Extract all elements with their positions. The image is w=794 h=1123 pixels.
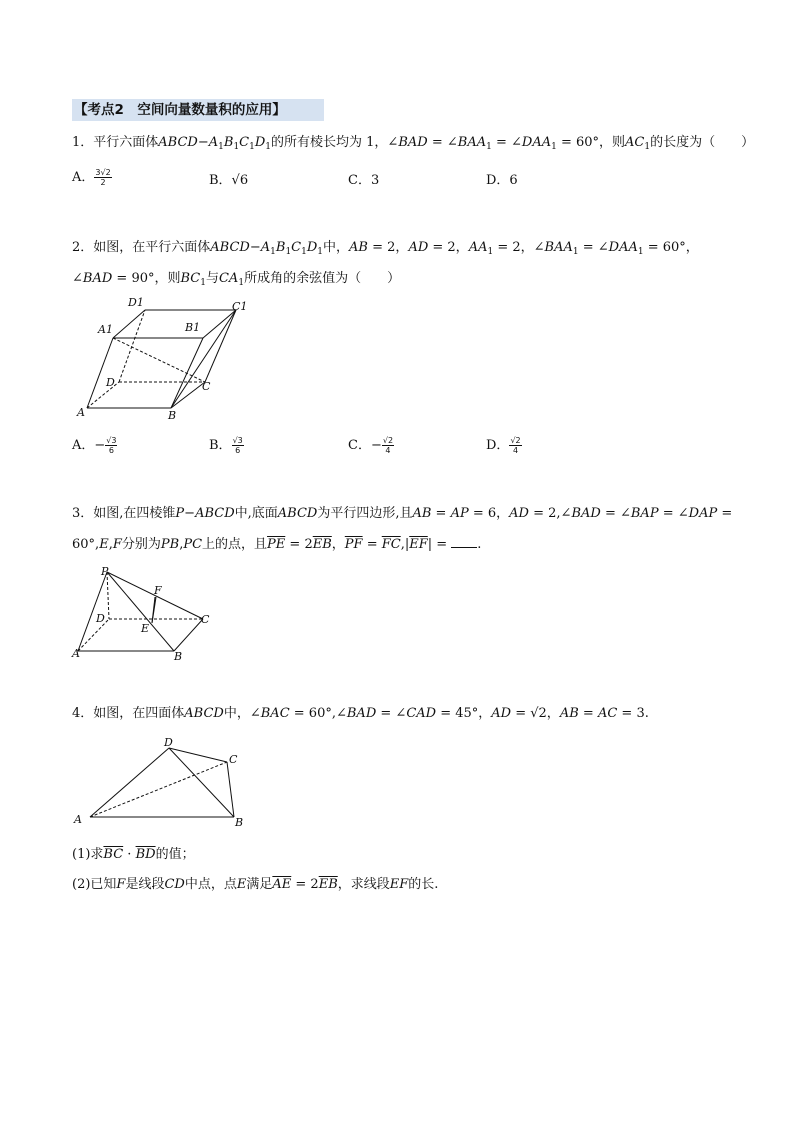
label-c: C bbox=[202, 380, 211, 393]
q1-option-a: A． $\frac{3√2}{2}$ bbox=[72, 168, 111, 187]
label-e: E bbox=[141, 622, 150, 635]
label-d1: D1 bbox=[128, 296, 144, 309]
q4-part2: (2)已知F是线段CD中点，点E满足$\overline{AE} = 2\overline{EB}$，求线段EF的长. bbox=[72, 877, 439, 892]
label-c: C bbox=[201, 613, 210, 626]
q1-stem: 1．平行六面体$ABCD-A_1B_1C_1D_1$的所有棱长均为 1，∠BAD = $\angle BAA_1$ = $\angle DAA_1 = 60^\circ$，则$AC_1$的长度为（ ） bbox=[72, 135, 755, 152]
label-a1: A1 bbox=[98, 323, 113, 336]
q3-stem-line1: 3．如图,在四棱锥P−ABCD中,底面ABCD为平行四边形,且AB = AP = 6，AD = 2,∠BAD = ∠BAP = ∠DAP = bbox=[72, 506, 733, 521]
q1-option-d: D．6 bbox=[486, 173, 518, 188]
label-b1: B1 bbox=[185, 321, 201, 334]
label-p: P bbox=[101, 565, 109, 578]
label-a: A bbox=[77, 406, 85, 419]
label-c: C bbox=[229, 753, 238, 766]
q2-option-c: C．− $\frac{√2}{4}$ bbox=[348, 436, 394, 455]
label-a: A bbox=[72, 647, 80, 660]
label-a: A bbox=[74, 813, 82, 826]
q1-option-b: B．√6 bbox=[209, 173, 249, 188]
label-d: D bbox=[106, 376, 115, 389]
label-b: B bbox=[235, 816, 244, 829]
label-d: D bbox=[96, 612, 105, 625]
section-title: 【考点2 空间向量数量积的应用】 bbox=[72, 99, 324, 121]
q2-option-d: D． $\frac{√2}{4}$ bbox=[486, 436, 521, 455]
label-d: D bbox=[164, 736, 173, 749]
q2-stem-line1: 2．如图，在平行六面体$ABCD-A_1B_1C_1D_1$中，AB = 2，AD = 2，$AA_1 = 2$，$\angle BAA_1$ = $\angle DAA_1 = 60^\circ$， bbox=[72, 240, 699, 257]
label-f: F bbox=[154, 584, 162, 597]
label-c1: C1 bbox=[232, 300, 248, 313]
q3-stem-line2: 60°,E,F分别为PB,PC上的点，且$\overline{PE} = 2\overline{EB}$，$\overline{PF} = \overline{FC},|\overline{EF}|$ = . bbox=[72, 537, 482, 552]
q4-part1: (1)求$\overline{BC} \cdot \overline{BD}$的值； bbox=[72, 847, 195, 862]
q1-option-c: C．3 bbox=[348, 173, 380, 188]
q2-option-a: A．− $\frac{√3}{6}$ bbox=[72, 436, 117, 455]
q4-stem: 4．如图，在四面体ABCD中，∠BAC = 60°,∠BAD = ∠CAD = 45°，AD = √2，AB = AC = 3. bbox=[72, 706, 649, 721]
q2-option-b: B． $\frac{√3}{6}$ bbox=[209, 436, 243, 455]
q2-stem-line2: ∠BAD = 90°，则$BC_1$与$CA_1$所成角的余弦值为（ ） bbox=[72, 271, 401, 288]
label-b: B bbox=[174, 650, 183, 663]
label-b: B bbox=[168, 409, 177, 422]
